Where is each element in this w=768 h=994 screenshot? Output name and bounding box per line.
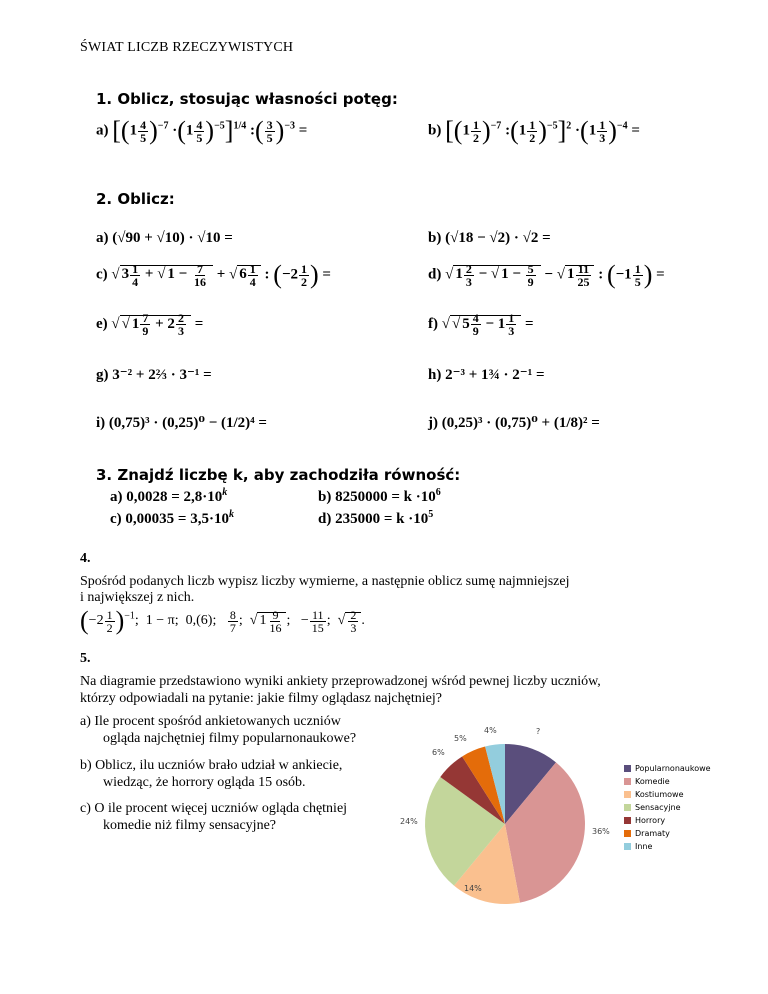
q2-j: j) (0,25)³ · (0,75)⁰ + (1/8)² = xyxy=(428,415,600,431)
legend-label: Popularnonaukowe xyxy=(635,764,711,773)
q5-c-line2: komedie niż filmy sensacyjne? xyxy=(103,818,276,833)
legend-label: Komedie xyxy=(635,777,670,786)
q2-c: c) √ 3 $\frac{1}{4}$ + √ 1 − $\frac{7}{16}$ + √ 6 $\frac{1}{4}$ : (−2 $\frac{1}{2}$ ) = xyxy=(96,260,331,289)
legend-label: Dramaty xyxy=(635,829,670,838)
q2-g: g) 3⁻² + 2⅔ · 3⁻¹ = xyxy=(96,367,212,383)
legend-swatch xyxy=(624,778,631,785)
legend-label: Kostiumowe xyxy=(635,790,684,799)
legend-item-inne xyxy=(624,840,711,853)
legend-item-popularnonaukowe xyxy=(624,762,711,775)
legend-item-sensacyjne xyxy=(624,801,711,814)
q1-b-label: b) xyxy=(428,122,442,139)
page-header: ŚWIAT LICZB RZECZYWISTYCH xyxy=(80,40,294,55)
q5-a-line1: a) Ile procent spośród ankietowanych uczniów xyxy=(80,714,341,729)
q3-b-text: b) 8250000 = k ·10 xyxy=(318,489,436,505)
q5-number: 5. xyxy=(80,651,91,666)
pie-label-sensacyjne: 24% xyxy=(400,817,418,826)
legend-item-komedie xyxy=(624,775,711,788)
q2-e: e) √ √ 1 $\frac{7}{9}$ + 2 $\frac{2}{3}$ = xyxy=(96,311,204,338)
pie-label-horrory: 6% xyxy=(432,748,445,757)
q3-title: 3. Znajdź liczbę k, aby zachodziła równość: xyxy=(96,466,461,484)
pie-label-inne: 4% xyxy=(484,726,497,735)
q2-i: i) (0,75)³ · (0,25)⁰ − (1/2)⁴ = xyxy=(96,415,267,431)
q2-d: d) √ 1 $\frac{2}{3}$ − √ 1 − $\frac{5}{9}$ − √ 1 $\frac{11}{25}$ : (−1 $\frac{1}{5}$ ) = xyxy=(428,260,665,289)
q1-title: 1. Oblicz, stosując własności potęg: xyxy=(96,90,398,108)
pie-label-kostiumowe: 14% xyxy=(464,884,482,893)
pie-label-komedie: 36% xyxy=(592,827,610,836)
pie-label-popularnonaukowe: ? xyxy=(536,727,541,736)
q3-a-text: a) 0,0028 = 2,8·10 xyxy=(110,489,223,505)
q5-c-line1: c) O ile procent więcej uczniów ogląda chętniej xyxy=(80,801,348,816)
legend-swatch xyxy=(624,830,631,837)
q4-text-line2: i największej z nich. xyxy=(80,590,195,605)
q5-a-line2: ogląda najchętniej filmy popularnonaukowe? xyxy=(103,731,357,746)
q3-d: d) $235000 = k \cdot 10^5$ xyxy=(318,509,434,527)
q5-b-line2: wiedząc, że horrory ogląda 15 osób. xyxy=(103,775,306,790)
pie-label-dramaty: 5% xyxy=(454,734,467,743)
legend-swatch xyxy=(624,791,631,798)
q3-c-text: c) 0,00035 = 3,5·10 xyxy=(110,511,229,527)
q4-numbers: (−2 $\frac{1}{2}$ )$^{-1}$; 1 − π; 0,(6); $\frac{8}{7}$ ; √ 1 $\frac{9}{16}$ ; − $\frac{11}{15}$ ; √ $\frac{2}{3}$ . xyxy=(80,606,365,635)
chart-legend xyxy=(624,762,711,853)
q4-text-line1: Spośród podanych liczb wypisz liczby wymierne, a następnie oblicz sumę najmniejszej xyxy=(80,574,570,589)
q2-a: a) (√90 + √10) · √10 = xyxy=(96,230,233,246)
q3-c: c) $0,00035 = 3,5\cdot 10^k$ xyxy=(110,509,234,527)
q2-title: 2. Oblicz: xyxy=(96,190,175,208)
q1-b-expression: b) [(1 $\frac{1}{2}$ )$^{-7}$ :(1 $\frac{1}{2}$ )$^{-5}$]$^2$ ·(1 $\frac{1}{3}$ )$^{-4}$ = xyxy=(428,116,640,145)
legend-swatch xyxy=(624,804,631,811)
q2-b: b) (√18 − √2) · √2 = xyxy=(428,230,551,246)
q5-text-line2: którzy odpowiadali na pytanie: jakie filmy oglądasz najchętniej? xyxy=(80,691,442,706)
q1-a-expression: a) [(1 $\frac{4}{5}$ )$^{-7}$ ·(1 $\frac{4}{5}$ )$^{-5}$]$^{1/4}$ :( $\frac{3}{5}$ )$^{-3}$ = xyxy=(96,116,308,145)
q3-d-text: d) 235000 = k ·10 xyxy=(318,511,429,527)
legend-item-kostiumowe xyxy=(624,788,711,801)
q3-a: a) $0,0028 = 2,8\cdot 10^k$ xyxy=(110,487,228,505)
q2-f: f) √ √ 5 $\frac{4}{9}$ − 1 $\frac{1}{3}$ = xyxy=(428,311,534,338)
legend-swatch xyxy=(624,765,631,772)
q5-b-line1: b) Oblicz, ilu uczniów brało udział w ankiecie, xyxy=(80,758,343,773)
q1-a-label: a) xyxy=(96,122,109,139)
q5-text-line1: Na diagramie przedstawiono wyniki ankiety przeprowadzonej wśród pewnej liczby uczniów, xyxy=(80,674,601,689)
legend-item-horrory xyxy=(624,814,711,827)
legend-label: Sensacyjne xyxy=(635,803,681,812)
legend-label: Horrory xyxy=(635,816,666,825)
legend-label: Inne xyxy=(635,842,653,851)
q2-h: h) 2⁻³ + 1¾ · 2⁻¹ = xyxy=(428,367,545,383)
legend-item-dramaty xyxy=(624,827,711,840)
q4-number: 4. xyxy=(80,551,91,566)
legend-swatch xyxy=(624,817,631,824)
q3-b: b) $8250000 = k \cdot 10^6$ xyxy=(318,487,441,505)
legend-swatch xyxy=(624,843,631,850)
